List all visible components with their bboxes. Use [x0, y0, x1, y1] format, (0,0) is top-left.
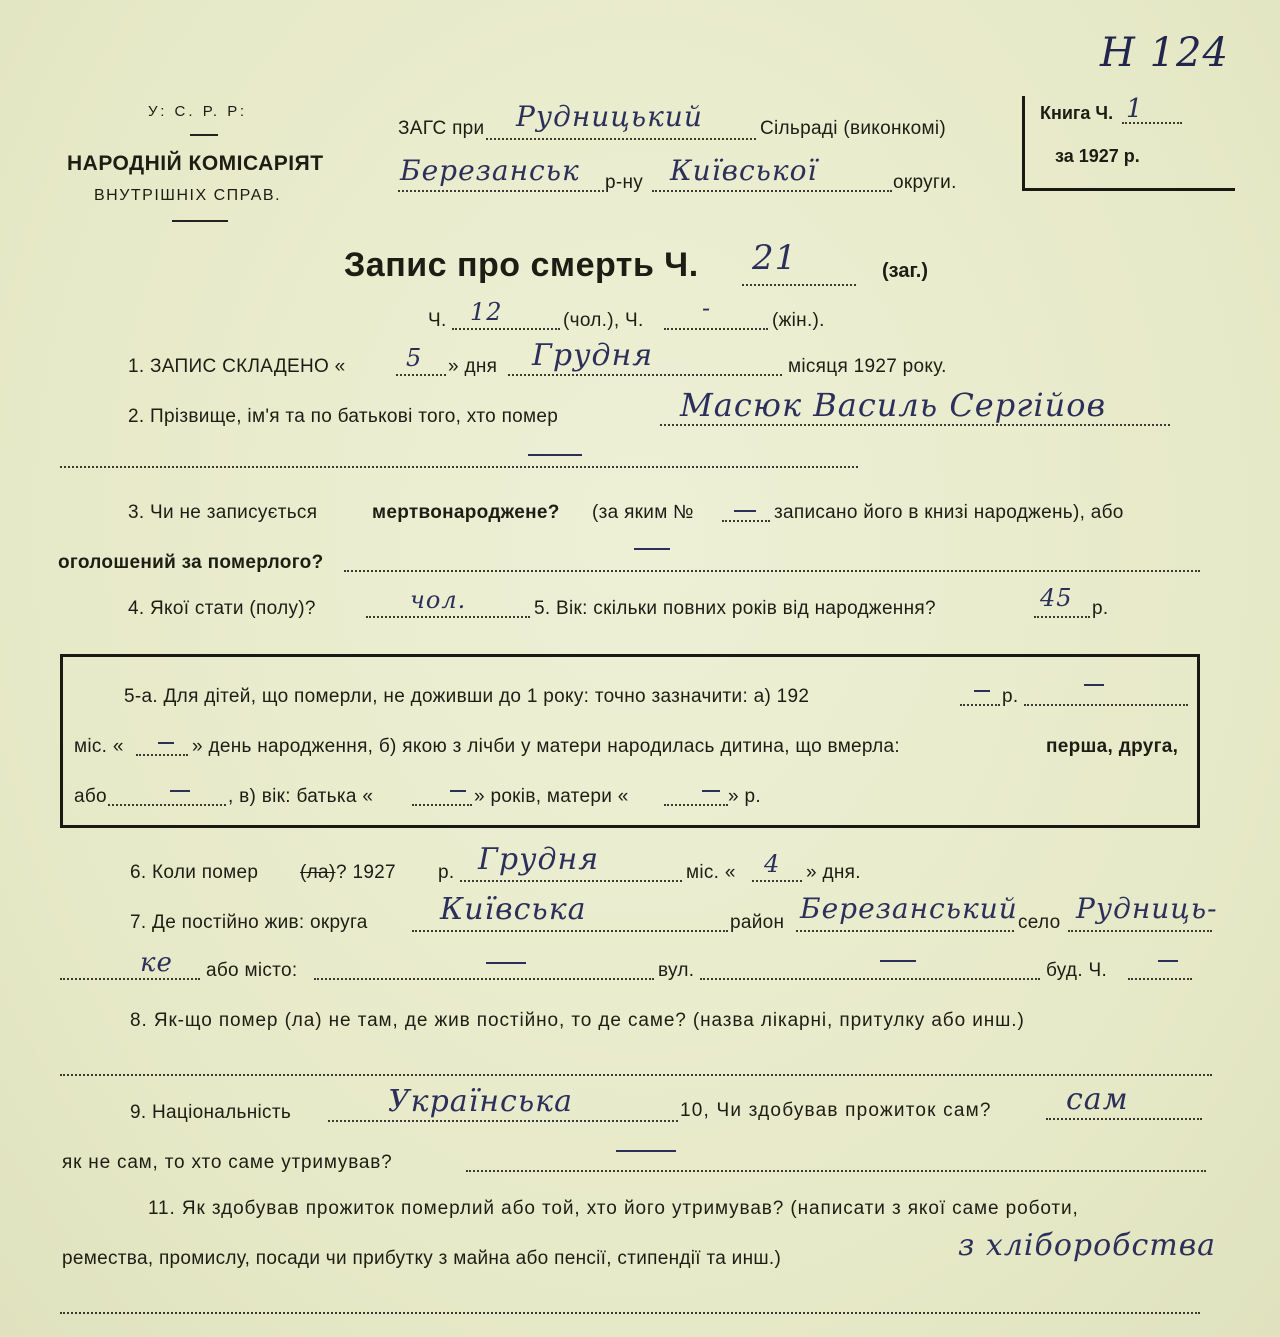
q11-line: [60, 1312, 1200, 1314]
q7-rayon-label: район: [730, 912, 785, 933]
q11-line1: 11. Як здобував прожиток померлий або той, хто його утримував? (написати з якої саме роботи,: [148, 1198, 1079, 1219]
district-handwritten: Березанськ: [400, 154, 580, 187]
female-count-label: (жін.).: [772, 310, 825, 331]
divider: [172, 220, 228, 222]
q7-selo-line-2: [60, 978, 200, 980]
q5a-line3-d: » р.: [728, 786, 761, 807]
q1-month-line: [508, 374, 782, 376]
q1-suffix: місяця 1927 року.: [788, 356, 947, 377]
q7-city-label: або місто:: [206, 960, 298, 981]
q10-value-handwritten: сам: [1066, 1082, 1129, 1117]
zags-prefix: ЗАГС при: [398, 118, 485, 139]
q7-bud-dash: [1158, 960, 1178, 962]
q6-month-handwritten: Грудня: [478, 842, 600, 877]
q9-nationality-handwritten: Українська: [388, 1084, 573, 1119]
q5a-line3-c: » років, матери «: [474, 786, 629, 807]
title-number-handwritten: 21: [752, 238, 798, 278]
q5a-line1-tail: [1024, 704, 1188, 706]
q5a-line3-a: або: [74, 786, 107, 807]
q7-rayon-line: [796, 930, 1014, 932]
title-number-line: [742, 284, 856, 286]
q5a-order-line: [108, 804, 226, 806]
q1-label: 1. ЗАПИС СКЛАДЕНО «: [128, 356, 346, 377]
q1-month-handwritten: Грудня: [532, 338, 654, 373]
book-year: за 1927 р.: [1055, 146, 1140, 166]
council-suffix: Сільраді (виконкомі): [760, 118, 946, 139]
council-handwritten: Рудницький: [516, 100, 703, 133]
q2-name-handwritten: Масюк Василь Сергійов: [680, 386, 1107, 424]
q3-dash2-handwritten: [634, 548, 670, 550]
q4-label: 4. Якої стати (полу)?: [128, 598, 316, 619]
okruha-handwritten: Київської: [670, 154, 818, 187]
q5a-order-dash: [170, 790, 190, 792]
q10-line2: як не сам, то хто саме утримував?: [62, 1152, 393, 1173]
q3-stillborn: мертвонароджене?: [372, 502, 560, 523]
q5a-line2-c: перша, друга,: [1046, 736, 1179, 757]
commissariat-label: НАРОДНІЙ КОМІСАРІЯТ: [67, 152, 324, 175]
q5a-line2-b: » день народження, б) якою з лічби у матери народилась дитина, що вмерла:: [192, 736, 900, 757]
q5-age-line: [1034, 616, 1090, 618]
q5a-line2-a: міс. «: [74, 736, 124, 757]
q5a-line3-b: , в) вік: батька «: [228, 786, 374, 807]
q5a-day-line: [136, 754, 188, 756]
q3-dash-handwritten: [734, 510, 756, 512]
male-count-line: [452, 328, 560, 330]
q6-year: ? 1927: [336, 862, 396, 883]
q2-dash-handwritten: [528, 454, 582, 456]
q2-line-2: [60, 466, 858, 468]
q7-bud-label: буд. Ч.: [1046, 960, 1108, 981]
q5a-father-dash: [450, 790, 466, 792]
q6-label: 6. Коли помер: [130, 862, 259, 883]
q9-line: [328, 1120, 678, 1122]
q7-selo-label: село: [1018, 912, 1061, 933]
q5a-line1: 5-а. Для дітей, що померли, не доживши до 1 року: точно зазначити: а) 192: [124, 686, 810, 707]
q5a-mother-dash: [702, 790, 720, 792]
q1-day-suffix: » дня: [448, 356, 498, 377]
q7-label: 7. Де постійно жив: округа: [130, 912, 368, 933]
q2-label: 2. Прізвище, ім'я та по батькові того, хто помер: [128, 406, 559, 427]
q10-label: 10, Чи здобував прожиток сам?: [680, 1100, 992, 1121]
male-count-handwritten: 12: [470, 298, 503, 326]
q2-line: [660, 424, 1170, 426]
okruha-line: [652, 190, 892, 192]
district-line: [398, 190, 604, 192]
q6-suffix: » дня.: [806, 862, 861, 883]
title-suffix: (заг.): [882, 260, 929, 282]
q7-selo-handwritten-2: ке: [140, 948, 173, 978]
male-count-label: (чол.), Ч.: [563, 310, 644, 331]
q5a-year-dash: [974, 690, 990, 692]
republic-label: У: С. Р. Р:: [148, 103, 248, 120]
q5-label: 5. Вік: скільки повних років від народження?: [534, 598, 936, 619]
q8-label: 8. Як-що помер (ла) не там, де жив постійно, то де саме? (назва лікарні, притулку або инш.): [130, 1010, 1025, 1031]
q7-city-line: [314, 978, 654, 980]
q5a-year-line: [960, 704, 1000, 706]
q7-rayon-handwritten: Березанський: [800, 892, 1018, 925]
q6-mis: міс. «: [686, 862, 736, 883]
q10-line-2: [466, 1170, 1206, 1172]
q5-unit: р.: [1092, 598, 1109, 619]
q6-la: (ла): [300, 862, 336, 883]
council-line: [486, 138, 756, 140]
internal-affairs-label: ВНУТРІШНІХ СПРАВ.: [94, 187, 282, 204]
q5a-year-r: р.: [1002, 686, 1019, 707]
q7-okruha-handwritten: Київська: [440, 892, 587, 927]
q3-number-line: [722, 520, 770, 522]
district-label: р-ну: [605, 172, 644, 193]
book-label: Книга Ч.: [1040, 103, 1114, 123]
q6-month-line: [460, 880, 682, 882]
record-number-handwritten: Н 124: [1100, 30, 1229, 76]
count-ch-label: Ч.: [428, 310, 447, 331]
q4-sex-handwritten: чол.: [410, 586, 467, 614]
q7-bud-line: [1128, 978, 1192, 980]
q7-street-line: [700, 978, 1040, 980]
q10-line: [1046, 1118, 1202, 1120]
q4-line: [366, 616, 530, 618]
female-count-line: [664, 328, 768, 330]
q7-street-label: вул.: [658, 960, 695, 981]
female-count-handwritten: -: [702, 294, 712, 322]
q11-line2: ремества, промислу, посади чи прибутку з майна або пенсії, стипендії та инш.): [62, 1248, 782, 1269]
q3-label-d: записано його в книзі народжень), або: [774, 502, 1124, 523]
q7-okruha-line: [412, 930, 728, 932]
q8-line: [60, 1074, 1212, 1076]
q5-age-handwritten: 45: [1040, 584, 1073, 612]
q5a-month-dash: [1084, 684, 1104, 686]
okruha-label: округи.: [893, 172, 957, 193]
q3-label-c: (за яким №: [592, 502, 694, 523]
q7-selo-line: [1068, 930, 1212, 932]
q1-day-line: [396, 374, 446, 376]
q6-year-r: р.: [438, 862, 455, 883]
q3-line-2: [344, 570, 1200, 572]
q6-day-line: [752, 880, 802, 882]
q6-day-handwritten: 4: [764, 850, 781, 878]
q5a-father-line: [412, 804, 472, 806]
divider: [190, 134, 218, 136]
q7-selo-handwritten: Рудниць-: [1076, 892, 1218, 925]
q10-dash-handwritten: [616, 1150, 676, 1152]
q7-city-dash: [486, 962, 526, 964]
q3-declared-dead: оголошений за померлого?: [58, 552, 324, 573]
page-title: Запис про смерть Ч.: [344, 246, 699, 284]
q5a-day-dash: [158, 742, 174, 744]
q1-day-handwritten: 5: [406, 344, 423, 372]
q3-label-a: 3. Чи не записується: [128, 502, 318, 523]
book-number-handwritten: 1: [1126, 94, 1144, 124]
q7-street-dash: [880, 960, 916, 962]
q5a-mother-line: [664, 804, 728, 806]
q9-label: 9. Національність: [130, 1102, 292, 1123]
q11-occupation-handwritten: з хліборобства: [958, 1228, 1217, 1263]
